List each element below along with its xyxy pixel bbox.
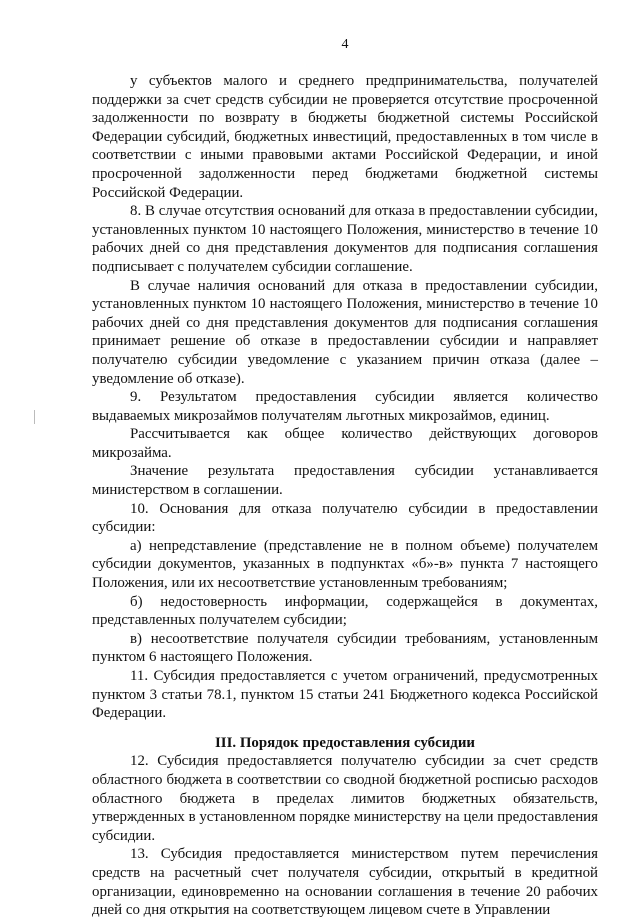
paragraph-continuation: у субъектов малого и среднего предпринимательства, получателей поддержки за счет средств субсидии не проверяется отсутствие просроченной задолженности по возврату в бюджеты бюджетной системы Российской Федерации субсидий, бюджетных инвестиций, предоставленных в том числе в соответствии с иными правовыми актами Российской Федерации, и иной просроченной задолженности перед бюджетами бюджетной системы Российской Федерации.: [92, 73, 598, 201]
paragraph-item-13: 13. Субсидия предоставляется министерством путем перечисления средств на расчетный счет получателя субсидии, открытый в кредитной организации, единовременно на основании соглашения в течение 20 рабочих дней со дня открытия на соответствующем лицевом счете в Управлении: [92, 846, 598, 919]
margin-mark: [34, 410, 35, 424]
section-heading: III. Порядок предоставления субсидии: [214, 734, 475, 751]
paragraph-result-value: Значение результата предоставления субсидии устанавливается министерством в соглашении.: [92, 463, 598, 499]
paragraph-item-8: 8. В случае отсутствия оснований для отказа в предоставлении субсидии, установленных пунктом 10 настоящего Положения, министерство в течение 10 рабочих дней со дня представления документов для подписания соглашения подписывает с получателем субсидии соглашение.: [92, 203, 598, 275]
paragraph-refusal-case: В случае наличия оснований для отказа в предоставлении субсидии, установленных пунктом 10 настоящего Положения, министерство в течение 10 рабочих дней со дня представления документов для подписания соглашения принимает решение об отказе в предоставлении субсидии и направляет получателю субсидии уведомление с указанием причин отказа (далее – уведомление об отказе).: [92, 277, 598, 387]
paragraph-item-9: 9. Результатом предоставления субсидии является количество выдаваемых микрозаймов получателям льготных микрозаймов, единиц.: [92, 389, 598, 424]
paragraph-subitem-v: в) несоответствие получателя субсидии требованиям, установленным пунктом 6 настоящего Положения.: [92, 630, 598, 666]
paragraph-item-12: 12. Субсидия предоставляется получателю субсидии за счет средств областного бюджета в соответствии со сводной бюджетной росписью расходов областного бюджета в пределах лимитов бюджетных обязательств, утвержденных в установленном порядке министерству на цели предоставления субсидии.: [92, 753, 598, 844]
paragraph-item-11: 11. Субсидия предоставляется с учетом ограничений, предусмотренных пунктом 3 статьи 78.1, пунктом 15 статьи 241 Бюджетного кодекса Российской Федерации.: [92, 668, 598, 722]
paragraph-subitem-a: а) непредставление (представление не в полном объеме) получателем субсидии документов, указанных в подпунктах «б»-в» пункта 7 настоящего Положения, или их несоответствие установленным требованиям;: [92, 537, 598, 592]
paragraph-calculation: Рассчитывается как общее количество действующих договоров микрозайма.: [92, 426, 598, 461]
page-number: 4: [341, 37, 349, 52]
paragraph-item-10: 10. Основания для отказа получателю субсидии в предоставлении субсидии:: [92, 500, 598, 536]
paragraph-subitem-b: б) недостоверность информации, содержащейся в документах, представленных получателем субсидии;: [92, 593, 598, 629]
